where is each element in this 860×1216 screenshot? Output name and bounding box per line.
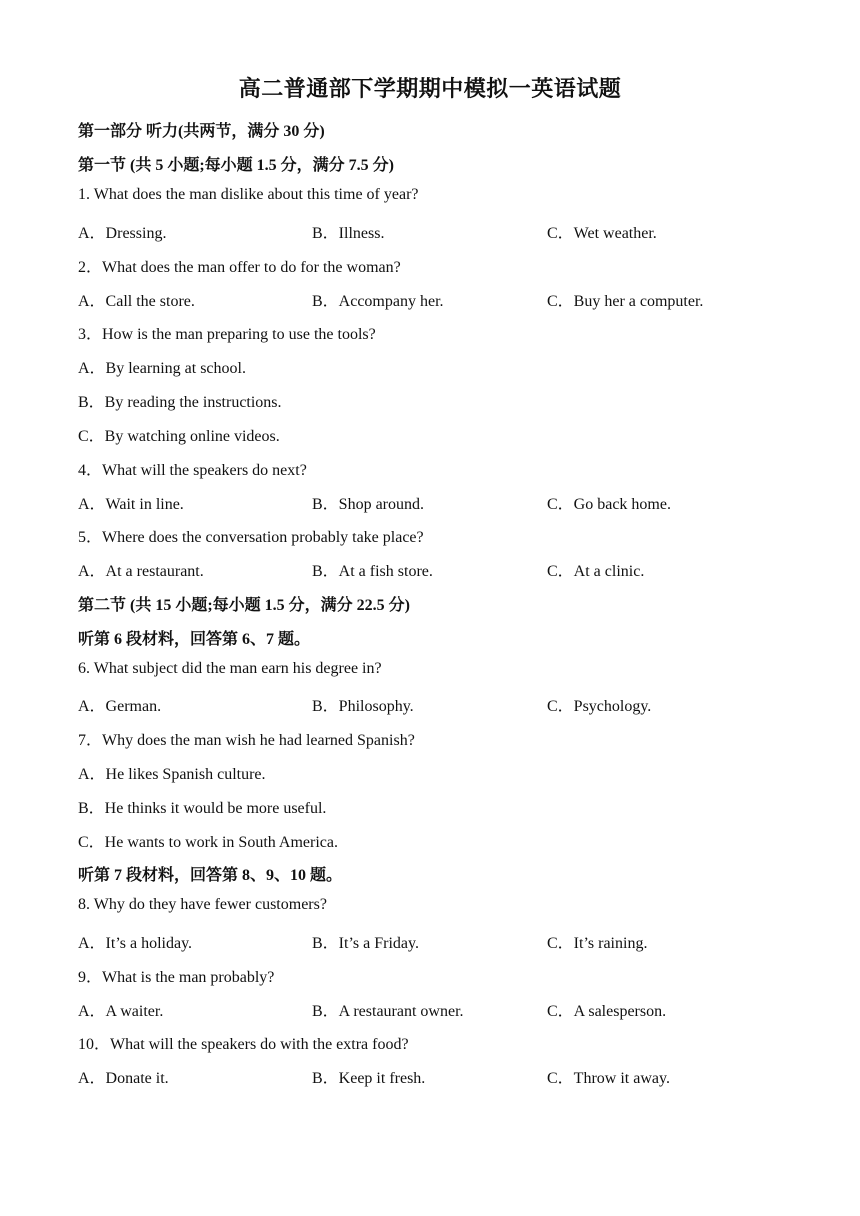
question-3-option-a: A．By learning at school.	[78, 360, 246, 377]
question-8-stem: 8. Why do they have fewer customers?	[78, 896, 327, 913]
question-8-option-a: A．It’s a holiday.	[78, 935, 193, 952]
question-6-option-a: A．German.	[78, 698, 162, 715]
question-1-stem: 1. What does the man dislike about this time of year?	[78, 186, 419, 203]
question-6-option-c: C．Psychology.	[547, 698, 652, 715]
question-2-option-a: A．Call the store.	[78, 293, 195, 310]
question-9-option-b: B．A restaurant owner.	[312, 1003, 464, 1020]
question-4-option-c: C．Go back home.	[547, 496, 671, 513]
question-2-stem: 2．What does the man offer to do for the woman?	[78, 259, 401, 276]
question-6-stem: 6. What subject did the man earn his degree in?	[78, 660, 382, 677]
question-5-option-c: C．At a clinic.	[547, 563, 645, 580]
question-9-option-a: A．A waiter.	[78, 1003, 164, 1020]
question-1-option-a: A．Dressing.	[78, 225, 167, 242]
question-3-stem: 3．How is the man preparing to use the tools?	[78, 326, 376, 343]
part1-header: 第一部分 听力(共两节，满分 30 分)	[78, 123, 325, 140]
question-3-option-b: B．By reading the instructions.	[78, 394, 282, 411]
question-10-option-a: A．Donate it.	[78, 1070, 169, 1087]
question-7-option-a: A．He likes Spanish culture.	[78, 766, 266, 783]
question-7-option-c: C．He wants to work in South America.	[78, 834, 338, 851]
page-title: 高二普通部下学期期中模拟一英语试题	[238, 76, 622, 101]
question-7-option-b: B．He thinks it would be more useful.	[78, 800, 327, 817]
question-4-option-b: B．Shop around.	[312, 496, 425, 513]
question-9-option-c: C．A salesperson.	[547, 1003, 667, 1020]
section1-header: 第一节 (共 5 小题;每小题 1.5 分，满分 7.5 分)	[78, 157, 394, 174]
question-7-stem: 7．Why does the man wish he had learned Spanish?	[78, 732, 415, 749]
question-5-option-a: A．At a restaurant.	[78, 563, 204, 580]
question-5-option-b: B．At a fish store.	[312, 563, 433, 580]
question-6-option-b: B．Philosophy.	[312, 698, 414, 715]
question-5-stem: 5．Where does the conversation probably take place?	[78, 529, 424, 546]
question-8-option-c: C．It’s raining.	[547, 935, 648, 952]
question-1-option-b: B．Illness.	[312, 225, 385, 242]
section2-header: 第二节 (共 15 小题;每小题 1.5 分，满分 22.5 分)	[78, 597, 410, 614]
question-1-option-c: C．Wet weather.	[547, 225, 657, 242]
question-10-stem: 10．What will the speakers do with the extra food?	[78, 1036, 409, 1053]
question-10-option-c: C．Throw it away.	[547, 1070, 670, 1087]
question-3-option-c: C．By watching online videos.	[78, 428, 280, 445]
question-4-stem: 4．What will the speakers do next?	[78, 462, 307, 479]
question-10-option-b: B．Keep it fresh.	[312, 1070, 426, 1087]
question-8-option-b: B．It’s a Friday.	[312, 935, 419, 952]
question-2-option-c: C．Buy her a computer.	[547, 293, 704, 310]
material-7-header: 听第 7 段材料，回答第 8、9、10 题。	[78, 867, 343, 884]
question-9-stem: 9．What is the man probably?	[78, 969, 275, 986]
material-6-header: 听第 6 段材料，回答第 6、7 题。	[78, 631, 311, 648]
question-2-option-b: B．Accompany her.	[312, 293, 444, 310]
question-4-option-a: A．Wait in line.	[78, 496, 184, 513]
